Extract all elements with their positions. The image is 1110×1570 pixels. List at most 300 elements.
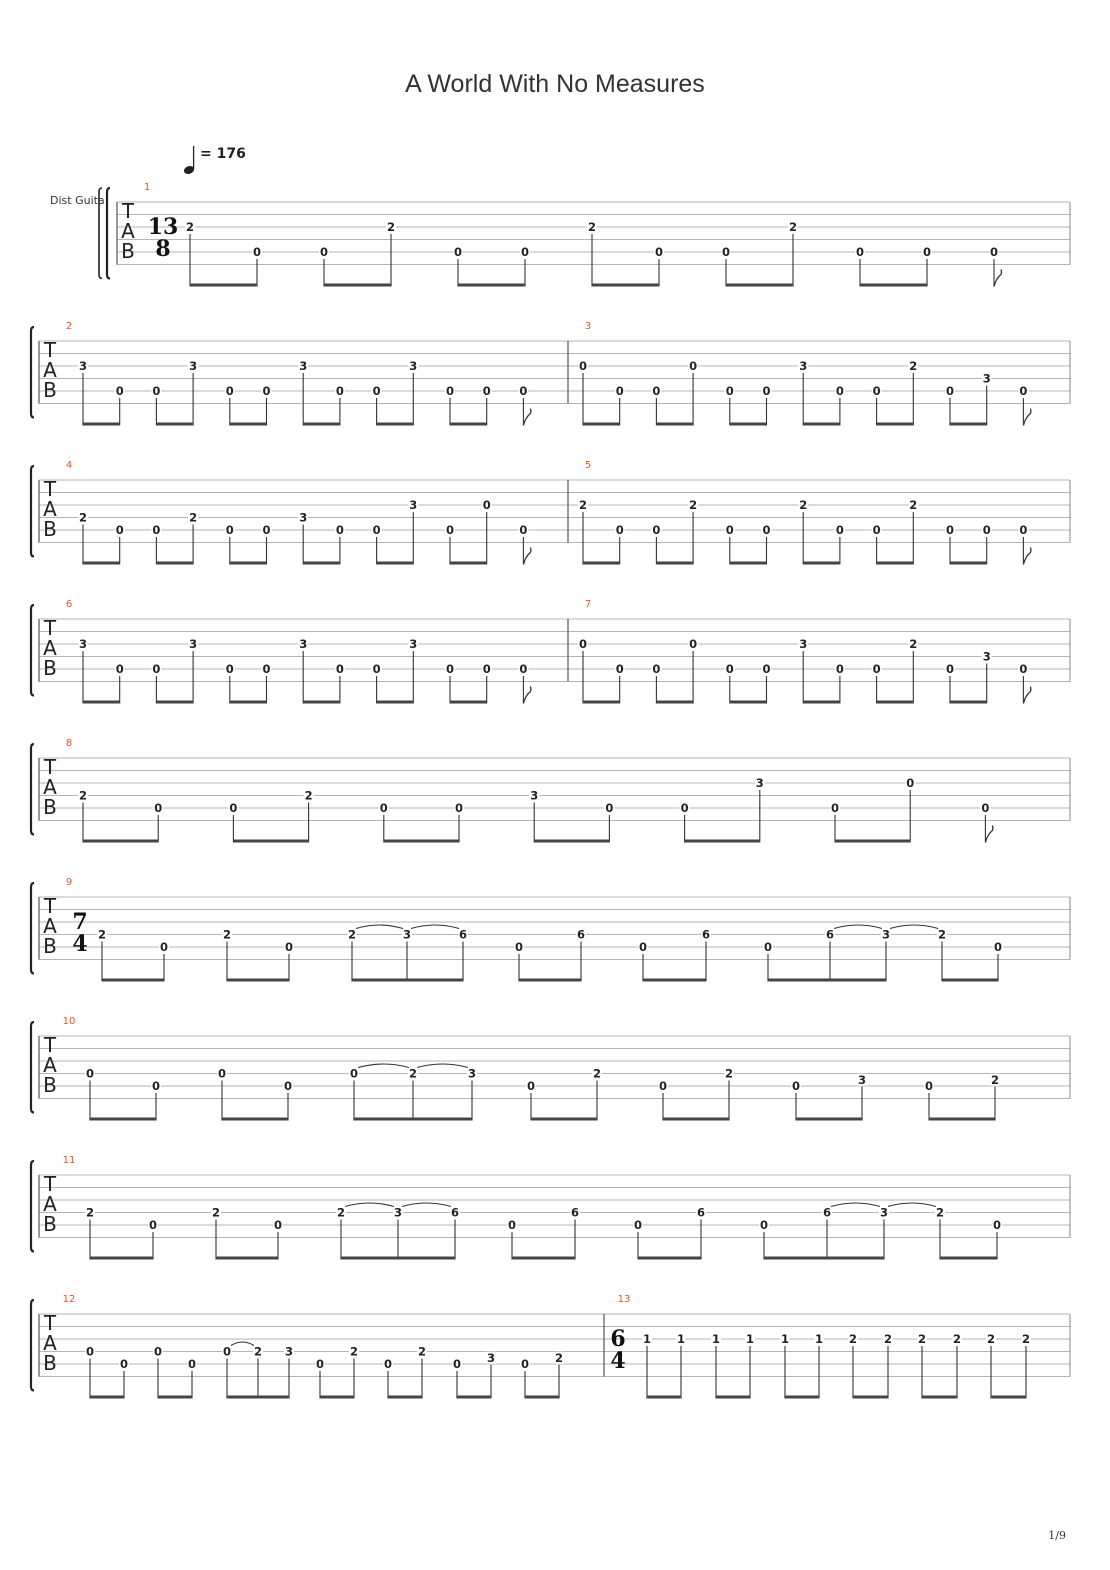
note-beam: [663, 1118, 729, 1121]
fret-number: 3: [284, 1344, 294, 1359]
measure-number: 8: [65, 738, 73, 749]
system-bracket: [31, 883, 34, 974]
fret-number: 0: [835, 523, 844, 537]
note-beam: [592, 284, 659, 287]
note-beam: [377, 701, 414, 704]
note-flag: [1023, 548, 1031, 565]
measure-number: 7: [584, 599, 592, 610]
fret-number: 0: [372, 384, 381, 398]
note-beam: [730, 423, 767, 426]
fret-number: 2: [848, 1332, 858, 1346]
fret-number: 0: [924, 1079, 934, 1093]
tempo-value: = 176: [200, 146, 246, 162]
fret-number: 6: [701, 927, 711, 942]
fret-number: 6: [576, 927, 586, 942]
note-beam: [656, 701, 693, 704]
fret-number: 0: [526, 1079, 536, 1093]
fret-number: 0: [689, 359, 698, 373]
fret-number: 2: [222, 927, 232, 942]
fret-number: 0: [725, 662, 734, 676]
note-beam: [764, 1257, 884, 1260]
note-beam: [303, 423, 340, 426]
fret-number: 0: [225, 662, 234, 676]
note-beam: [450, 701, 487, 704]
note-beam: [638, 1257, 701, 1260]
fret-number: 2: [211, 1205, 221, 1220]
note-beam: [950, 423, 987, 426]
time-signature-denominator: 4: [610, 1348, 626, 1374]
system-bracket: [31, 744, 34, 835]
song-title: A World With No Measures: [405, 70, 705, 98]
fret-number: 1: [814, 1332, 824, 1346]
note-beam: [90, 1118, 156, 1121]
fret-number: 0: [115, 523, 124, 537]
time-signature-numerator: 7: [72, 909, 88, 935]
fret-number: 0: [151, 1079, 161, 1093]
fret-number: 0: [115, 662, 124, 676]
fret-number: 3: [755, 776, 764, 790]
fret-number: 0: [222, 1344, 232, 1359]
note-beam: [877, 701, 914, 704]
note-beam: [525, 1396, 559, 1399]
fret-number: 3: [879, 1205, 889, 1220]
fret-number: 0: [578, 637, 588, 651]
fret-number: 2: [788, 220, 798, 234]
fret-number: 0: [284, 940, 294, 954]
fret-number: 2: [937, 927, 947, 942]
fret-number: 2: [304, 788, 313, 803]
tab-clef-letter: T: [43, 338, 57, 362]
note-beam: [230, 701, 267, 704]
fret-number: 3: [467, 1066, 477, 1081]
fret-number: 0: [982, 523, 991, 537]
fret-number: 0: [383, 1357, 393, 1371]
fret-number: 3: [393, 1205, 403, 1220]
fret-number: 3: [799, 359, 808, 373]
fret-number: 3: [78, 359, 88, 373]
fret-number: 0: [791, 1079, 801, 1093]
note-beam: [726, 284, 793, 287]
fret-number: 0: [482, 384, 491, 398]
note-beam: [512, 1257, 575, 1260]
tab-clef-letter: T: [121, 199, 135, 223]
fret-number: 0: [989, 245, 999, 259]
fret-number: 0: [273, 1218, 283, 1232]
note-beam: [929, 1118, 995, 1121]
note-beam: [860, 284, 927, 287]
slur-arc: [890, 925, 938, 929]
fret-number: 0: [922, 245, 932, 259]
fret-number: 0: [680, 801, 689, 815]
fret-number: 2: [990, 1072, 1000, 1087]
fret-number: 0: [762, 523, 771, 537]
note-beam: [458, 284, 525, 287]
system-bracket: [31, 1161, 34, 1252]
note-beam: [922, 1396, 957, 1399]
tab-clef-letter: A: [121, 219, 135, 243]
note-flag: [985, 826, 993, 843]
note-beam: [303, 701, 340, 704]
tab-clef-letter: B: [121, 239, 135, 263]
note-flag: [523, 409, 531, 426]
fret-number: 0: [262, 662, 271, 676]
tab-clef-letter: A: [43, 1192, 57, 1216]
fret-number: 2: [578, 498, 588, 512]
fret-number: 0: [872, 384, 881, 398]
note-beam: [90, 1396, 124, 1399]
instrument-bracket: [99, 188, 102, 279]
time-signature-denominator: 8: [155, 236, 171, 262]
fret-number: 3: [299, 359, 308, 373]
note-beam: [531, 1118, 597, 1121]
note-beam: [354, 1118, 472, 1121]
note-beam: [835, 840, 910, 843]
fret-number: 3: [402, 927, 412, 942]
instrument-name: Dist Guita: [50, 194, 105, 207]
note-beam: [803, 562, 840, 565]
fret-number: 6: [696, 1205, 706, 1220]
fret-number: 3: [857, 1072, 867, 1087]
fret-number: 2: [386, 220, 396, 234]
fret-number: 0: [689, 637, 698, 651]
fret-number: 1: [676, 1332, 686, 1346]
fret-number: 3: [530, 788, 539, 803]
fret-number: 1: [711, 1332, 721, 1346]
tab-clef-letter: T: [43, 1172, 57, 1196]
tab-clef-letter: B: [43, 795, 57, 819]
fret-number: 3: [189, 359, 198, 373]
fret-number: 0: [725, 384, 734, 398]
note-beam: [685, 840, 760, 843]
fret-number: 0: [1019, 523, 1028, 537]
fret-number: 0: [520, 245, 530, 259]
fret-number: 1: [642, 1332, 652, 1346]
fret-number: 0: [615, 523, 624, 537]
tab-clef-letter: B: [43, 656, 57, 680]
note-beam: [519, 979, 581, 982]
note-beam: [940, 1257, 997, 1260]
system-bracket: [31, 1022, 34, 1113]
fret-number: 3: [299, 637, 308, 651]
fret-number: 0: [762, 384, 771, 398]
fret-number: 6: [825, 927, 835, 942]
fret-number: 0: [335, 384, 344, 398]
tab-clef-letter: T: [43, 1033, 57, 1057]
system-bracket: [107, 188, 110, 279]
slur-arc: [417, 1064, 468, 1068]
tab-clef-letter: A: [43, 1331, 57, 1355]
fret-number: 2: [1021, 1332, 1031, 1346]
fret-number: 0: [85, 1344, 95, 1359]
fret-number: 2: [78, 510, 88, 525]
note-beam: [222, 1118, 288, 1121]
fret-number: 2: [592, 1066, 602, 1081]
fret-number: 1: [745, 1332, 755, 1346]
time-signature-denominator: 4: [72, 931, 88, 957]
note-beam: [730, 701, 767, 704]
note-beam: [796, 1118, 862, 1121]
note-beam: [583, 562, 620, 565]
fret-number: 2: [909, 498, 918, 512]
note-beam: [90, 1257, 153, 1260]
fret-number: 0: [315, 1357, 325, 1371]
note-beam: [877, 562, 914, 565]
fret-number: 2: [97, 927, 107, 942]
measure-number: 2: [65, 321, 73, 332]
measure-number: 13: [617, 1294, 631, 1305]
fret-number: 0: [229, 801, 238, 815]
fret-number: 0: [652, 662, 661, 676]
fret-number: 3: [78, 637, 88, 651]
measure-number: 12: [62, 1294, 76, 1305]
fret-number: 0: [615, 384, 624, 398]
fret-number: 0: [615, 662, 624, 676]
note-beam: [785, 1396, 819, 1399]
note-beam: [156, 701, 193, 704]
tab-clef-letter: T: [43, 894, 57, 918]
fret-number: 0: [482, 498, 491, 512]
slur-arc: [345, 1203, 394, 1207]
system-bracket: [31, 1300, 34, 1391]
fret-number: 0: [372, 523, 381, 537]
fret-number: 0: [721, 245, 731, 259]
measure-number: 10: [62, 1016, 76, 1027]
fret-number: 2: [909, 359, 918, 373]
fret-number: 0: [445, 523, 455, 537]
fret-number: 2: [408, 1066, 418, 1081]
measure-number: 6: [65, 599, 73, 610]
note-beam: [83, 840, 158, 843]
fret-number: 2: [336, 1205, 346, 1220]
fret-number: 0: [153, 1344, 163, 1359]
fret-number: 3: [881, 927, 891, 942]
fret-number: 3: [982, 649, 991, 664]
note-beam: [341, 1257, 455, 1260]
system-bracket: [31, 605, 34, 696]
note-beam: [230, 423, 267, 426]
fret-number: 2: [952, 1332, 962, 1346]
fret-number: 2: [917, 1332, 927, 1346]
note-beam: [377, 423, 414, 426]
fret-number: 2: [347, 927, 357, 942]
note-beam: [156, 423, 193, 426]
note-beam: [83, 423, 120, 426]
note-flag: [1023, 687, 1031, 704]
tab-clef-letter: A: [43, 914, 57, 938]
fret-number: 0: [507, 1218, 517, 1232]
fret-number: 0: [830, 801, 840, 815]
note-beam: [583, 701, 620, 704]
fret-number: 0: [335, 523, 344, 537]
tab-clef-letter: T: [43, 755, 57, 779]
fret-number: 0: [252, 245, 262, 259]
note-beam: [950, 562, 987, 565]
fret-number: 2: [909, 637, 918, 651]
fret-number: 2: [799, 498, 808, 512]
note-beam: [216, 1257, 278, 1260]
note-beam: [950, 701, 987, 704]
fret-number: 0: [217, 1066, 227, 1081]
slur-arc: [834, 925, 882, 929]
slur-arc: [356, 925, 403, 929]
fret-number: 0: [187, 1357, 197, 1371]
slur-arc: [358, 1064, 409, 1068]
fret-number: 2: [689, 498, 698, 512]
note-beam: [233, 840, 308, 843]
fret-number: 0: [759, 1218, 769, 1232]
note-beam: [853, 1396, 888, 1399]
fret-number: 0: [652, 384, 661, 398]
slur-arc: [888, 1203, 936, 1207]
fret-number: 0: [762, 662, 771, 676]
note-beam: [352, 979, 463, 982]
measure-number: 9: [65, 877, 73, 888]
fret-number: 0: [148, 1218, 158, 1232]
fret-number: 0: [152, 523, 161, 537]
time-signature-numerator: 6: [610, 1326, 626, 1352]
fret-number: 0: [945, 523, 955, 537]
note-flag: [523, 687, 531, 704]
note-beam: [102, 979, 164, 982]
tab-clef-letter: T: [43, 1311, 57, 1335]
note-beam: [156, 562, 193, 565]
fret-number: 0: [872, 662, 881, 676]
tab-clef-letter: A: [43, 497, 57, 521]
fret-number: 0: [638, 940, 648, 954]
measure-number: 4: [65, 460, 73, 471]
system-bracket: [31, 327, 34, 418]
fret-number: 0: [319, 245, 329, 259]
fret-number: 0: [906, 776, 915, 790]
fret-number: 2: [986, 1332, 996, 1346]
fret-number: 0: [225, 384, 234, 398]
fret-number: 0: [519, 662, 528, 676]
slur-arc: [411, 925, 459, 929]
fret-number: 2: [554, 1350, 564, 1365]
note-beam: [227, 979, 289, 982]
fret-number: 0: [519, 384, 528, 398]
note-beam: [384, 840, 459, 843]
fret-number: 2: [85, 1205, 95, 1220]
note-beam: [303, 562, 340, 565]
note-beam: [647, 1396, 681, 1399]
fret-number: 0: [763, 940, 773, 954]
fret-number: 0: [262, 384, 271, 398]
fret-number: 0: [992, 1218, 1002, 1232]
tab-clef-letter: B: [43, 378, 57, 402]
fret-number: 0: [453, 245, 463, 259]
fret-number: 0: [152, 662, 161, 676]
tab-clef-letter: B: [43, 1351, 57, 1375]
fret-number: 6: [458, 927, 468, 942]
measure-number: 1: [143, 182, 151, 193]
fret-number: 3: [299, 510, 308, 525]
fret-number: 0: [154, 801, 163, 815]
fret-number: 0: [519, 523, 528, 537]
fret-number: 3: [409, 498, 418, 512]
note-beam: [803, 423, 840, 426]
tab-clef-letter: B: [43, 934, 57, 958]
fret-number: 1: [780, 1332, 790, 1346]
fret-number: 0: [1019, 662, 1028, 676]
note-beam: [190, 284, 257, 287]
slur-arc: [402, 1203, 451, 1207]
fret-number: 2: [78, 788, 88, 803]
fret-number: 0: [335, 662, 344, 676]
note-beam: [230, 562, 267, 565]
note-beam: [991, 1396, 1026, 1399]
fret-number: 3: [409, 359, 418, 373]
fret-number: 0: [379, 801, 388, 815]
fret-number: 3: [982, 371, 991, 386]
fret-number: 0: [633, 1218, 643, 1232]
measure-number: 3: [584, 321, 592, 332]
fret-number: 2: [185, 220, 195, 234]
note-beam: [656, 423, 693, 426]
fret-number: 0: [855, 245, 865, 259]
fret-number: 2: [724, 1066, 734, 1081]
fret-number: 6: [450, 1205, 460, 1220]
tab-clef-letter: B: [43, 517, 57, 541]
fret-number: 0: [152, 384, 161, 398]
fret-number: 0: [262, 523, 271, 537]
note-beam: [320, 1396, 354, 1399]
fret-number: 2: [883, 1332, 893, 1346]
fret-number: 0: [482, 662, 491, 676]
note-beam: [942, 979, 998, 982]
fret-number: 0: [159, 940, 169, 954]
note-beam: [583, 423, 620, 426]
tab-clef-letter: T: [43, 616, 57, 640]
note-beam: [877, 423, 914, 426]
fret-number: 6: [570, 1205, 580, 1220]
note-beam: [768, 979, 886, 982]
fret-number: 0: [445, 384, 455, 398]
slur-arc: [831, 1203, 880, 1207]
fret-number: 0: [605, 801, 614, 815]
note-beam: [158, 1396, 192, 1399]
note-beam: [803, 701, 840, 704]
note-beam: [83, 562, 120, 565]
fret-number: 0: [225, 523, 234, 537]
fret-number: 3: [486, 1350, 496, 1365]
note-beam: [388, 1396, 422, 1399]
tab-clef-letter: A: [43, 1053, 57, 1077]
fret-number: 2: [253, 1344, 263, 1359]
fret-number: 0: [658, 1079, 668, 1093]
tab-clef-letter: B: [43, 1212, 57, 1236]
fret-number: 0: [452, 1357, 462, 1371]
fret-number: 0: [993, 940, 1003, 954]
fret-number: 0: [115, 384, 124, 398]
fret-number: 2: [189, 510, 198, 525]
fret-number: 0: [1019, 384, 1028, 398]
page-indicator: 1/9: [1048, 1529, 1066, 1542]
fret-number: 0: [981, 801, 990, 815]
measure-number: 5: [584, 460, 592, 471]
fret-number: 2: [349, 1344, 359, 1359]
fret-number: 0: [372, 662, 381, 676]
note-beam: [377, 562, 414, 565]
fret-number: 0: [349, 1066, 359, 1081]
fret-number: 0: [445, 662, 455, 676]
note-beam: [457, 1396, 491, 1399]
note-beam: [730, 562, 767, 565]
tab-clef-letter: B: [43, 1073, 57, 1097]
fret-number: 3: [799, 637, 808, 651]
note-beam: [643, 979, 706, 982]
note-beam: [716, 1396, 750, 1399]
